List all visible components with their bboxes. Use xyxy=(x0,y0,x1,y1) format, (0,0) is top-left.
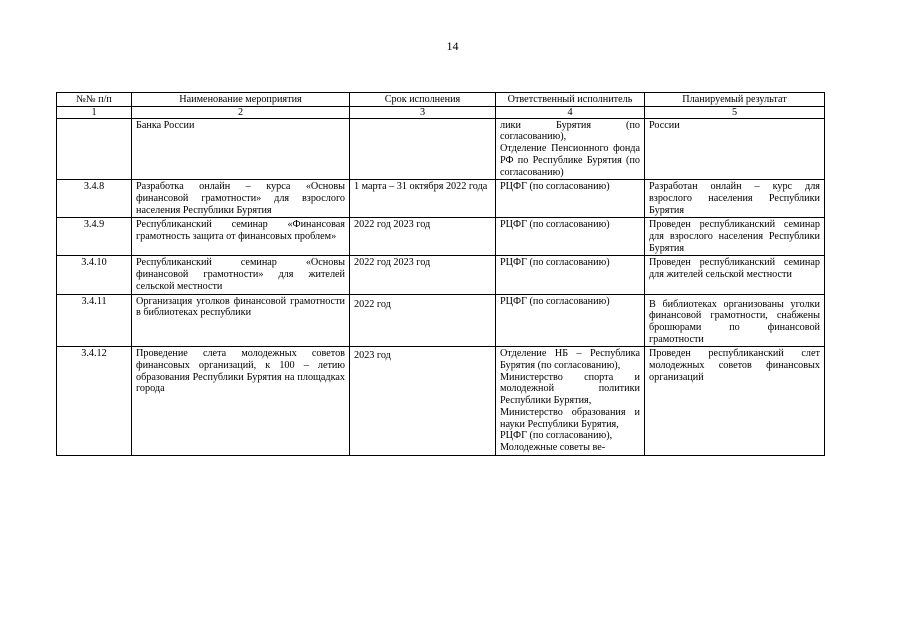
table-row xyxy=(57,294,825,347)
event-result: Разработан онлайн – курс для взрослого населения Республики Бурятия xyxy=(645,180,825,218)
responsible-line: Министерство образования и науки Республики Бурятия, xyxy=(500,406,640,430)
row-number: 3.4.8 xyxy=(57,180,132,218)
responsible-line: Министерство спорта и молодежной политики Республики Бурятия, xyxy=(500,371,640,407)
row-number: 3.4.9 xyxy=(57,218,132,256)
column-number: 4 xyxy=(496,106,645,118)
responsible-line: РЦФГ (по согласованию) xyxy=(500,257,610,269)
table-row xyxy=(57,118,825,180)
row-number: 3.4.12 xyxy=(57,347,132,455)
event-name: Проведение слета молодежных советов финансовых организаций, к 100 – летию образования Республики Бурятия на площадках города xyxy=(132,347,350,455)
responsible-line: Отделение Пенсионного фонда РФ по Республике Бурятия (по согласованию) xyxy=(500,143,640,178)
event-result: Проведен республиканский семинар для взрослого населения Республики Бурятия xyxy=(645,218,825,256)
event-result: России xyxy=(645,118,825,180)
event-term: 2022 год 2023 год xyxy=(350,256,496,294)
event-term xyxy=(350,118,496,180)
event-name: Организация уголков финансовой грамотности в библиотеках республики xyxy=(132,294,350,347)
event-responsible xyxy=(496,180,645,218)
responsible-line: Молодежные советы ве- xyxy=(500,441,606,453)
events-table xyxy=(56,92,825,456)
event-responsible xyxy=(496,118,645,180)
row-number: 3.4.10 xyxy=(57,256,132,294)
event-responsible xyxy=(496,294,645,347)
table-row xyxy=(57,180,825,218)
table-row xyxy=(57,256,825,294)
event-result: Проведен республиканский слет молодежных советов финансовых организаций xyxy=(645,347,825,455)
header-term: Срок исполнения xyxy=(350,93,496,107)
event-name: Банка России xyxy=(132,118,350,180)
event-term: 1 марта – 31 октября 2022 года xyxy=(350,180,496,218)
event-responsible xyxy=(496,218,645,256)
header-event-name: Наименование мероприятия xyxy=(132,93,350,107)
event-term: 2023 год xyxy=(350,347,496,455)
column-number-row xyxy=(57,106,825,118)
event-name: Республиканский семинар «Финансовая грамотность защита от финансовых проблем» xyxy=(132,218,350,256)
event-name: Разработка онлайн – курса «Основы финансовой грамотности» для взрослого населения Республики Бурятия xyxy=(132,180,350,218)
column-number: 2 xyxy=(132,106,350,118)
responsible-line: РЦФГ (по согласованию) xyxy=(500,295,610,307)
responsible-line: лики Бурятия (по согласованию), xyxy=(500,119,640,143)
responsible-line: РЦФГ (по согласованию) xyxy=(500,181,610,193)
responsible-line: РЦФГ (по согласованию) xyxy=(500,219,610,231)
header-result: Планируемый результат xyxy=(645,93,825,107)
event-term: 2022 год xyxy=(350,294,496,347)
table-row xyxy=(57,218,825,256)
responsible-line: РЦФГ (по согласованию), xyxy=(500,430,613,442)
column-number: 5 xyxy=(645,106,825,118)
event-result: В библиотеках организованы уголки финансовой грамотности, снабжены брошюрами по финансовой грамотности xyxy=(645,294,825,347)
event-responsible xyxy=(496,256,645,294)
table-header-row xyxy=(57,93,825,107)
column-number: 3 xyxy=(350,106,496,118)
event-result: Проведен республиканский семинар для жителей сельской местности xyxy=(645,256,825,294)
page-number: 14 xyxy=(446,39,459,53)
table-row xyxy=(57,347,825,455)
header-responsible: Ответственный исполнитель xyxy=(496,93,645,107)
row-number xyxy=(57,118,132,180)
event-name: Республиканский семинар «Основы финансовой грамотности» для жителей сельской местности xyxy=(132,256,350,294)
responsible-line: Отделение НБ – Республика Бурятия (по согласованию), xyxy=(500,348,640,372)
column-number: 1 xyxy=(57,106,132,118)
header-number: №№ п/п xyxy=(57,93,132,107)
event-term: 2022 год 2023 год xyxy=(350,218,496,256)
event-responsible xyxy=(496,347,645,455)
row-number: 3.4.11 xyxy=(57,294,132,347)
